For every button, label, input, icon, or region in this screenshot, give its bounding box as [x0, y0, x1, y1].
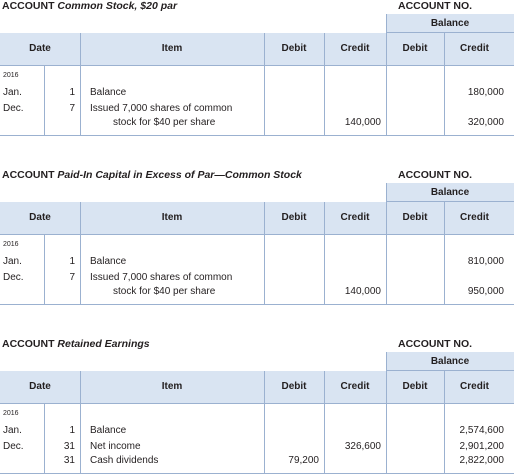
header-debit: Debit	[281, 43, 307, 54]
header-item: Item	[161, 212, 183, 223]
year: 2016	[3, 72, 19, 79]
row-item: Issued 7,000 shares of common	[90, 272, 233, 283]
row-day: 7	[69, 272, 75, 283]
header-debit: Debit	[281, 212, 307, 223]
rule	[386, 370, 514, 371]
header-item: Item	[161, 381, 183, 392]
row-balance-credit: 810,000	[467, 256, 504, 267]
row-month: Jan.	[3, 425, 22, 436]
account-label: ACCOUNT	[2, 0, 55, 12]
account-number-label: ACCOUNT NO.	[398, 169, 473, 181]
row-item: Net income	[90, 441, 141, 452]
ledger-row	[0, 425, 514, 439]
header-balance: Balance	[430, 187, 470, 198]
header-date: Date	[29, 212, 51, 223]
ledger-row	[0, 103, 514, 117]
year: 2016	[3, 410, 19, 417]
header-balance-debit: Debit	[402, 43, 428, 54]
header-balance: Balance	[430, 18, 470, 29]
header-item: Item	[161, 43, 183, 54]
row-balance-credit: 2,901,200	[459, 441, 504, 452]
rule	[0, 403, 514, 404]
account-label: ACCOUNT	[2, 169, 55, 181]
account-title	[2, 169, 302, 181]
rule	[0, 65, 514, 66]
rule	[0, 473, 514, 474]
row-month: Dec.	[3, 103, 24, 114]
row-day: 31	[63, 441, 75, 452]
account-label: ACCOUNT	[2, 338, 55, 350]
row-credit: 326,600	[344, 441, 381, 452]
header-credit: Credit	[340, 43, 370, 54]
header-debit: Debit	[281, 381, 307, 392]
row-item: Balance	[90, 87, 127, 98]
year: 2016	[3, 241, 19, 248]
row-item: stock for $40 per share	[113, 117, 216, 128]
row-item: Issued 7,000 shares of common	[90, 103, 233, 114]
account-title	[2, 0, 177, 12]
account-name: Retained Earnings	[57, 338, 150, 350]
account-name: Common Stock, $20 par	[57, 0, 178, 12]
row-day: 1	[69, 87, 75, 98]
row-debit: 79,200	[288, 455, 319, 466]
header-balance-credit: Credit	[460, 43, 489, 54]
ledger-grid	[0, 183, 514, 305]
header-balance-credit: Credit	[460, 381, 489, 392]
row-month: Dec.	[3, 272, 24, 283]
row-day: 1	[69, 256, 75, 267]
row-balance-credit: 180,000	[467, 87, 504, 98]
row-credit: 140,000	[344, 117, 381, 128]
header-date: Date	[29, 381, 51, 392]
ledger-row	[0, 441, 514, 455]
row-balance-credit: 320,000	[467, 117, 504, 128]
row-day: 31	[63, 455, 75, 466]
ledger-row	[0, 286, 514, 300]
header-credit: Credit	[340, 381, 370, 392]
account-title	[2, 338, 150, 350]
rule	[386, 201, 514, 202]
row-day: 7	[69, 103, 75, 114]
header-balance-debit: Debit	[402, 381, 428, 392]
row-credit: 140,000	[344, 286, 381, 297]
row-balance-credit: 950,000	[467, 286, 504, 297]
ledger-row	[0, 117, 514, 131]
row-month: Jan.	[3, 87, 22, 98]
row-item: Balance	[90, 425, 127, 436]
ledger-grid	[0, 352, 514, 474]
rule	[386, 32, 514, 33]
header-date: Date	[29, 43, 51, 54]
row-item: Cash dividends	[90, 455, 159, 466]
header-credit: Credit	[340, 212, 370, 223]
ledger-row	[0, 455, 514, 469]
header-balance: Balance	[430, 356, 470, 367]
row-month: Dec.	[3, 441, 24, 452]
rule	[0, 135, 514, 136]
row-item: Balance	[90, 256, 127, 267]
rule	[0, 234, 514, 235]
ledger-grid	[0, 14, 514, 136]
ledger-row	[0, 272, 514, 286]
ledger-row	[0, 87, 514, 101]
account-name: Paid-In Capital in Excess of Par—Common Stock	[57, 169, 302, 181]
account-number-label: ACCOUNT NO.	[398, 0, 473, 12]
row-item: stock for $40 per share	[113, 286, 216, 297]
rule	[0, 304, 514, 305]
header-balance-debit: Debit	[402, 212, 428, 223]
account-number-label: ACCOUNT NO.	[398, 338, 473, 350]
header-balance-credit: Credit	[460, 212, 489, 223]
row-month: Jan.	[3, 256, 22, 267]
row-balance-credit: 2,574,600	[459, 425, 504, 436]
ledger-row	[0, 256, 514, 270]
row-day: 1	[69, 425, 75, 436]
row-balance-credit: 2,822,000	[459, 455, 504, 466]
